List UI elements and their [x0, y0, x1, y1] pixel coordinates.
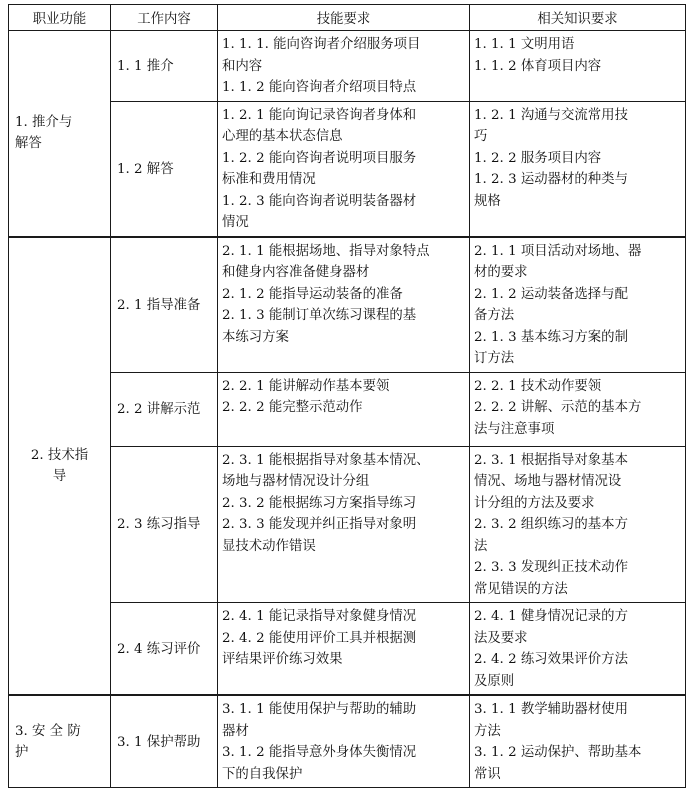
knowledge-line: 2. 1. 1 项目活动对场地、器 [474, 243, 642, 259]
work-content-cell: 1. 1 推介 [111, 31, 218, 102]
skill-line: 情况 [222, 215, 249, 230]
knowledge-line: 3. 1. 2 运动保护、帮助基本 [474, 745, 642, 760]
knowledge-line: 2. 1. 3 基本练习方案的制 [474, 329, 628, 345]
knowledge-line: 法 [474, 538, 488, 554]
knowledge-line: 法及要求 [474, 630, 528, 646]
header-function: 职业功能 [9, 5, 111, 31]
header-row [9, 5, 686, 31]
work-content-cell: 1. 2 解答 [111, 101, 218, 237]
skill-cell [218, 446, 470, 603]
skill-line: 2. 1. 3 能制订单次练习课程的基 [222, 308, 417, 323]
table-row [9, 372, 686, 446]
skill-line: 1. 2. 2 能向咨询者说明项目服务 [222, 150, 417, 166]
skill-line: 显技术动作错误 [222, 538, 316, 554]
knowledge-line: 方法 [474, 723, 501, 739]
skill-line: 2. 4. 1 能记录指导对象健身情况 [222, 609, 417, 624]
function-text: 1. 推介与 [15, 115, 73, 131]
knowledge-line: 2. 3. 2 组织练习的基本方 [474, 517, 628, 532]
header-knowledge-requirements: 相关知识要求 [470, 5, 686, 31]
skill-line: 2. 3. 2 能根据练习方案指导练习 [222, 495, 417, 511]
knowledge-line: 计分组的方法及要求 [474, 495, 595, 511]
skill-line: 2. 3. 3 能发现并纠正指导对象明 [222, 517, 417, 532]
knowledge-line: 2. 3. 1 根据指导对象基本 [474, 452, 628, 468]
knowledge-cell [470, 446, 686, 603]
skill-line: 1. 2. 1 能向询记录咨询者身体和 [222, 107, 417, 123]
function-cell [9, 31, 111, 237]
function-text: 2. 技术指 [30, 447, 89, 463]
skill-line: 评结果评价练习效果 [222, 652, 343, 667]
knowledge-line: 订方法 [474, 351, 515, 366]
skill-line: 和内容 [222, 58, 263, 74]
knowledge-line: 1. 2. 3 运动器材的种类与 [474, 172, 628, 187]
header-skill-requirements: 技能要求 [218, 5, 470, 31]
skill-cell [218, 372, 470, 446]
skill-line: 2. 3. 1 能根据指导对象基本情况、 [222, 452, 430, 468]
table-row [9, 101, 686, 237]
header-work-content: 工作内容 [111, 5, 218, 31]
knowledge-line: 常见错误的方法 [474, 581, 568, 597]
function-text: 护 [15, 744, 29, 760]
function-cell [9, 237, 111, 696]
knowledge-line: 巧 [474, 129, 488, 144]
knowledge-cell [470, 372, 686, 446]
skill-line: 1. 1. 1. 能向咨询者介绍服务项目 [222, 37, 421, 52]
work-content-cell: 2. 1 指导准备 [111, 237, 218, 373]
skill-line: 2. 1. 2 能指导运动装备的准备 [222, 286, 403, 302]
knowledge-line: 常识 [474, 766, 501, 782]
skill-cell [218, 31, 470, 102]
skill-line: 下的自我保护 [222, 766, 303, 782]
knowledge-line: 1. 2. 1 沟通与交流常用技 [474, 107, 628, 123]
table-row [9, 695, 686, 788]
knowledge-cell [470, 31, 686, 102]
work-content-cell: 2. 2 讲解示范 [111, 372, 218, 446]
table-row [9, 446, 686, 603]
knowledge-line: 1. 1. 2 体育项目内容 [474, 58, 602, 74]
knowledge-line: 情况、场地与器材情况设 [474, 474, 622, 489]
knowledge-line: 1. 2. 2 服务项目内容 [474, 150, 602, 166]
skill-cell [218, 603, 470, 696]
knowledge-cell [470, 237, 686, 373]
knowledge-line: 2. 4. 2 练习效果评价方法 [474, 652, 628, 667]
work-content-cell: 2. 3 练习指导 [111, 446, 218, 603]
function-text: 解答 [15, 136, 42, 152]
knowledge-line: 3. 1. 1 教学辅助器材使用 [474, 702, 628, 717]
work-content-cell: 3. 1 保护帮助 [111, 695, 218, 788]
function-text: 导 [52, 468, 67, 484]
occupational-standard-table [8, 4, 686, 788]
knowledge-line: 法与注意事项 [474, 421, 555, 437]
skill-line: 1. 2. 3 能向咨询者说明装备器材 [222, 193, 417, 209]
knowledge-cell [470, 695, 686, 788]
skill-line: 场地与器材情况设计分组 [222, 474, 370, 489]
skill-line: 心理的基本状态信息 [222, 129, 343, 144]
skill-cell [218, 237, 470, 373]
work-content-cell: 2. 4 练习评价 [111, 603, 218, 696]
table-row [9, 237, 686, 373]
skill-line: 1. 1. 2 能向咨询者介绍项目特点 [222, 80, 417, 95]
skill-line: 标准和费用情况 [222, 172, 316, 187]
function-cell [9, 695, 111, 788]
skill-line: 本练习方案 [222, 329, 289, 345]
knowledge-line: 及原则 [474, 673, 515, 689]
table-row [9, 31, 686, 102]
knowledge-line: 规格 [474, 193, 501, 209]
skill-line: 器材 [222, 723, 249, 739]
knowledge-line: 2. 4. 1 健身情况记录的方 [474, 609, 628, 624]
skill-line: 2. 2. 2 能完整示范动作 [222, 400, 363, 415]
skill-line: 2. 2. 1 能讲解动作基本要领 [222, 378, 390, 394]
table-row [9, 603, 686, 696]
knowledge-cell [470, 603, 686, 696]
function-text: 3. 安 全 防 [15, 723, 81, 739]
knowledge-line: 2. 2. 1 技术动作要领 [474, 378, 602, 394]
knowledge-line: 材的要求 [474, 265, 528, 280]
skill-line: 3. 1. 2 能指导意外身体失衡情况 [222, 745, 417, 760]
skill-line: 和健身内容准备健身器材 [222, 265, 370, 280]
skill-line: 2. 4. 2 能使用评价工具并根据测 [222, 630, 417, 646]
skill-cell [218, 101, 470, 237]
skill-cell [218, 695, 470, 788]
knowledge-cell [470, 101, 686, 237]
knowledge-line: 1. 1. 1 文明用语 [474, 37, 575, 52]
knowledge-line: 2. 3. 3 发现纠正技术动作 [474, 560, 628, 575]
knowledge-line: 2. 1. 2 运动装备选择与配 [474, 286, 628, 302]
skill-line: 2. 1. 1 能根据场地、指导对象特点 [222, 243, 430, 259]
knowledge-line: 2. 2. 2 讲解、示范的基本方 [474, 400, 642, 415]
knowledge-line: 备方法 [474, 308, 515, 323]
skill-line: 3. 1. 1 能使用保护与帮助的辅助 [222, 702, 417, 717]
